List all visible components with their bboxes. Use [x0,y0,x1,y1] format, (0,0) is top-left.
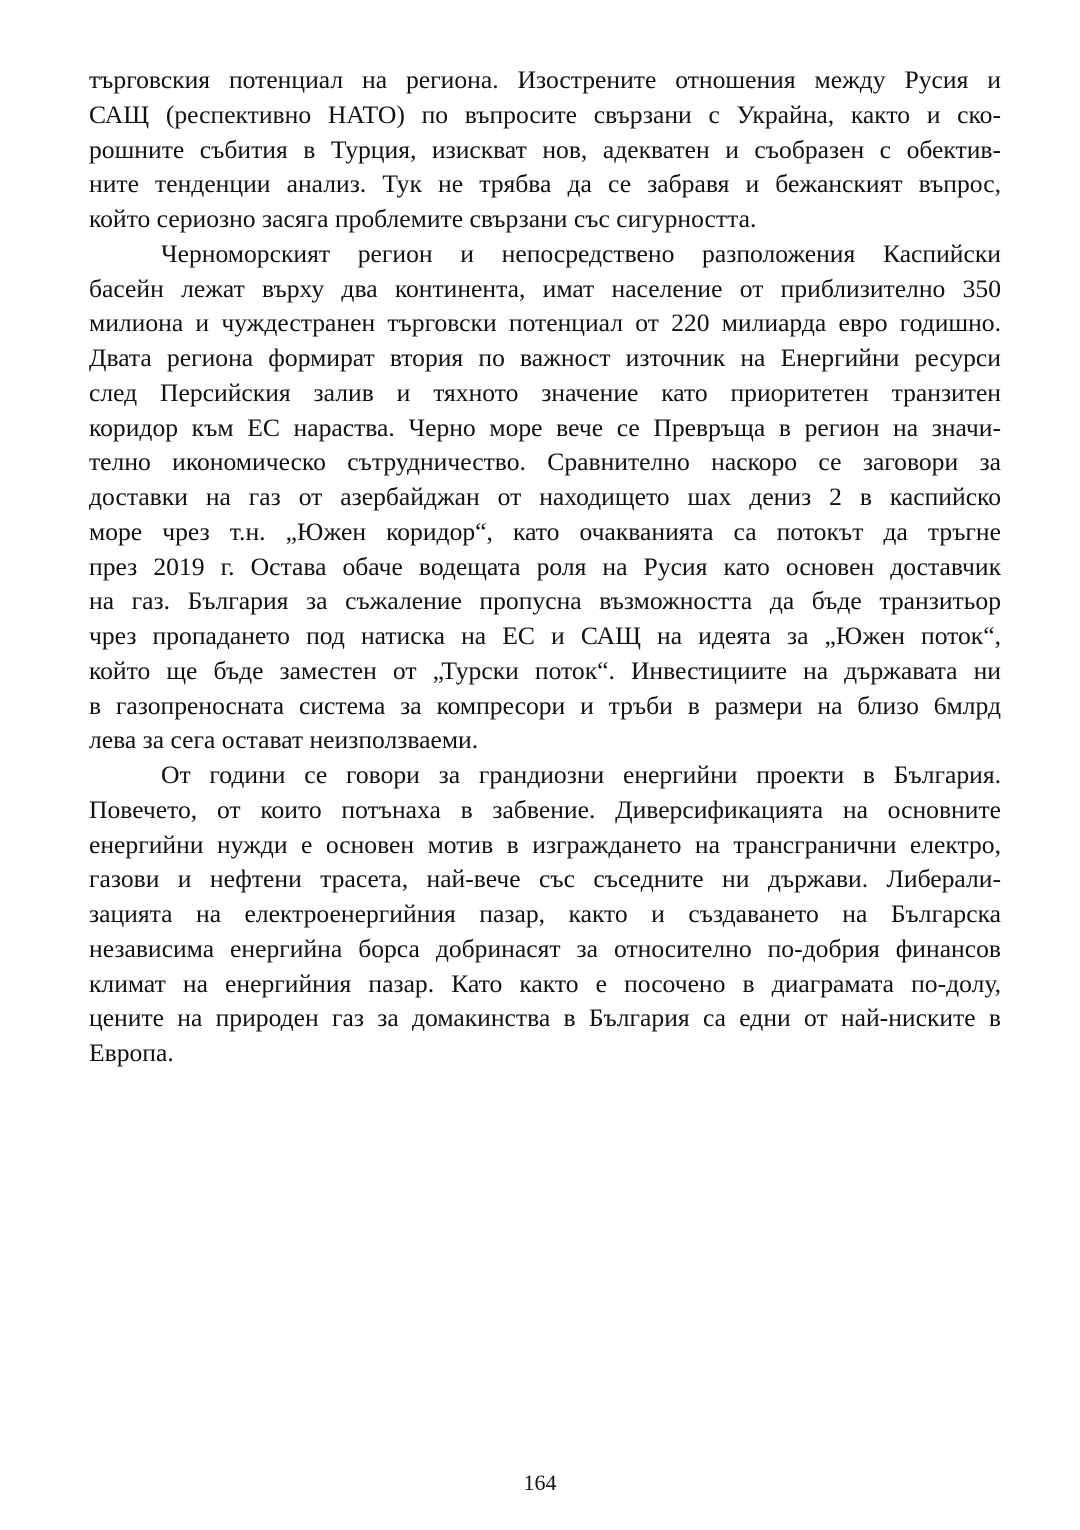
paragraph-1-line-1: търговския потенциал на региона. Изострените отношения между Русия и [89,65,1001,94]
paragraph-2-line-1: Черноморският регион и непосредствено разположения Каспийски [161,238,1001,268]
body-text [89,63,1001,1071]
paragraph-2-line-7: телно икономическо сътрудничество. Сравнително наскоро се заговори за [89,447,1001,477]
paragraph-2-line-12: чрез пропадането под натиска на ЕС и САЩ на идеята за „Южен поток“, [89,621,1001,650]
paragraph-2-line-15: лева за сега остават неизползваеми. [89,725,479,755]
paragraph-2-line-3: милиона и чуждестранен търговски потенциал от 220 милиарда евро годишно. [89,308,1001,338]
paragraph-1-line-4: ните тенденции анализ. Тук не трябва да се забравя и бежанският въпрос, [89,169,1001,199]
paragraph-3-line-8: цените на природен газ за домакинства в България са едни от най-ниските в [89,1003,1001,1033]
paragraph-2-line-14: в газопреносната система за компресори и тръби в размери на близо 6млрд [89,690,1001,720]
paragraph-2-line-9: море чрез т.н. „Южен коридор“, като очакванията са потокът да тръгне [89,516,1001,546]
paragraph-3-line-5: зацията на електроенергийния пазар, както и създаването на Българска [89,899,1001,928]
paragraph-2-line-5: след Персийския залив и тяхното значение като приоритетен транзитен [89,377,1001,407]
paragraph-2-line-8: доставки на газ от азербайджан от находището шах дениз 2 в каспийско [89,482,1001,511]
paragraph-2-line-6: коридор към ЕС нараства. Черно море вече се Превръща в регион на значи- [89,412,1001,442]
paragraph-2-line-2: басейн лежат върху два континента, имат население от приблизително 350 [89,273,1001,303]
paragraph-1-line-5: който сериозно засяга проблемите свързани със сигурността. [89,204,757,233]
page-number: 164 [523,1470,557,1495]
paragraph-3-line-1: От години се говори за грандиозни енергийни проекти в България. [161,760,1001,789]
paragraph-3-line-4: газови и нефтени трасета, най-вече със съседните ни държави. Либерали- [89,864,1001,894]
paragraph-1-line-2: САЩ (респективно НАТО) по въпросите свързани с Украйна, както и ско- [89,99,1001,129]
paragraph-1-line-3: рошните събития в Турция, изискват нов, адекватен и съобразен с обектив- [89,134,1001,164]
paragraph-3-line-6: независима енергийна борса добринасят за относително по-добрия финансов [89,933,1001,963]
paragraph-3-line-2: Повечето, от които потънаха в забвение. Диверсификацията на основните [89,794,1001,824]
paragraph-3-line-3: енергийни нужди е основен мотив в изграждането на трансгранични електро, [89,829,1001,859]
paragraph-3-line-7: климат на енергийния пазар. Като както е посочено в диаграмата по-долу, [89,968,1001,998]
paragraph-2-line-10: през 2019 г. Остава обаче водещата роля на Русия като основен доставчик [89,551,1001,581]
paragraph-2-line-11: на газ. България за съжаление пропусна възможността да бъде транзитьор [89,586,1001,616]
paragraph-2-line-13: който ще бъде заместен от „Турски поток“. Инвестициите на държавата ни [89,655,1001,685]
paragraph-3-line-9: Европа. [89,1038,174,1067]
paragraph-2-line-4: Двата региона формират втория по важност източник на Енергийни ресурси [89,343,1001,372]
